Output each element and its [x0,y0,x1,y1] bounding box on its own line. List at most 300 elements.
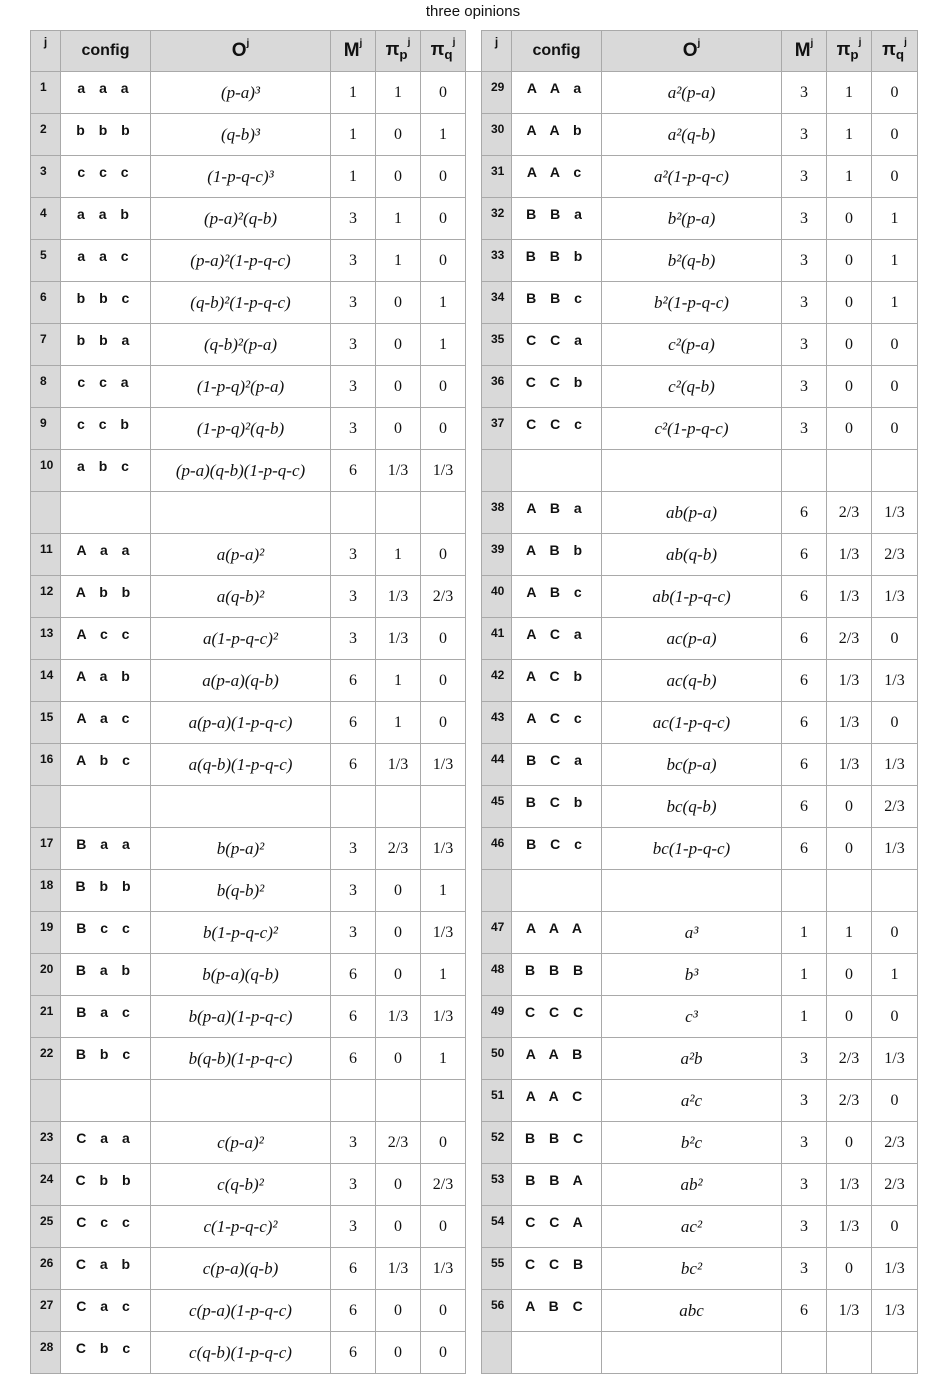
cell-config-left: B b b [61,870,151,912]
cell-j-right: 34 [482,282,512,324]
column-separator [466,324,482,366]
configurations-table [30,30,918,1374]
cell-config-left: b b b [61,114,151,156]
cell-pi-p-left: 0 [376,156,421,198]
cell-config-right: A A A [512,912,602,954]
table-row [31,114,918,156]
column-separator [466,198,482,240]
header-o-left: $O^j$ [151,31,331,72]
cell-pi-p-right: 0 [827,786,872,828]
cell-pi-q-right: 1/3 [872,660,918,702]
cell-pi-p-right: 1/3 [827,1206,872,1248]
cell-j-right: 33 [482,240,512,282]
cell-multiplicity-right: 6 [782,618,827,660]
cell-expression-left: (1-p-q)²(q-b) [151,408,331,450]
table-row [31,72,918,114]
cell-pi-q-right: 1/3 [872,1290,918,1332]
cell-expression-right [602,450,782,492]
cell-multiplicity-left: 6 [331,1290,376,1332]
cell-pi-p-right: 0 [827,1248,872,1290]
cell-j-right: 40 [482,576,512,618]
column-separator [466,1290,482,1332]
cell-j-left: 1 [31,72,61,114]
cell-j-left [31,492,61,534]
cell-j-right: 37 [482,408,512,450]
table-row [31,912,918,954]
cell-j-left: 22 [31,1038,61,1080]
cell-config-left: A a a [61,534,151,576]
cell-pi-p-left [376,786,421,828]
cell-pi-p-right: 1/3 [827,1290,872,1332]
cell-multiplicity-left: 3 [331,1122,376,1164]
cell-j-left: 2 [31,114,61,156]
table-row [31,366,918,408]
cell-multiplicity-right: 6 [782,534,827,576]
cell-config-left: C a c [61,1290,151,1332]
cell-pi-p-right: 1 [827,912,872,954]
table-row [31,786,918,828]
column-separator [466,1038,482,1080]
column-separator [466,1332,482,1374]
table-row [31,1248,918,1290]
cell-pi-q-left: 1 [421,114,466,156]
cell-j-right: 41 [482,618,512,660]
cell-multiplicity-left: 3 [331,324,376,366]
cell-multiplicity-right: 3 [782,324,827,366]
column-separator [466,366,482,408]
table-row [31,450,918,492]
cell-pi-p-left: 1 [376,534,421,576]
cell-config-right: A A C [512,1080,602,1122]
column-separator [466,954,482,996]
cell-multiplicity-left: 1 [331,114,376,156]
cell-pi-p-left: 0 [376,870,421,912]
cell-config-left: C b b [61,1164,151,1206]
cell-expression-left: (p-a)²(1-p-q-c) [151,240,331,282]
column-separator [466,576,482,618]
cell-pi-q-right: 0 [872,156,918,198]
cell-pi-q-right: 1 [872,282,918,324]
cell-pi-p-left: 0 [376,912,421,954]
cell-multiplicity-right [782,450,827,492]
cell-j-left: 9 [31,408,61,450]
cell-expression-left: a(q-b)(1-p-q-c) [151,744,331,786]
cell-config-right: A B C [512,1290,602,1332]
cell-multiplicity-left: 3 [331,912,376,954]
table-row [31,1332,918,1374]
cell-pi-q-left: 0 [421,534,466,576]
cell-config-right: B C a [512,744,602,786]
cell-pi-p-left: 2/3 [376,1122,421,1164]
table-row [31,954,918,996]
cell-pi-q-right [872,450,918,492]
cell-pi-q-right: 1 [872,198,918,240]
cell-config-right: C C A [512,1206,602,1248]
header-pip-left: $\pi_p^j$ [376,31,421,72]
column-separator [466,240,482,282]
cell-multiplicity-right: 3 [782,1080,827,1122]
cell-j-left: 7 [31,324,61,366]
cell-pi-p-left: 1 [376,660,421,702]
cell-multiplicity-left: 6 [331,1248,376,1290]
column-separator [466,660,482,702]
column-separator [466,450,482,492]
cell-multiplicity-right: 1 [782,954,827,996]
table-row [31,1122,918,1164]
cell-config-right: A C c [512,702,602,744]
table-row [31,324,918,366]
cell-expression-left: c(p-a)(1-p-q-c) [151,1290,331,1332]
cell-expression-right: a³ [602,912,782,954]
cell-pi-q-right: 0 [872,702,918,744]
cell-expression-left: (p-a)²(q-b) [151,198,331,240]
cell-pi-q-right: 0 [872,1206,918,1248]
cell-multiplicity-left: 6 [331,954,376,996]
cell-j-left: 20 [31,954,61,996]
cell-config-right: A A B [512,1038,602,1080]
cell-expression-left: c(q-b)² [151,1164,331,1206]
cell-expression-left: (q-b)²(1-p-q-c) [151,282,331,324]
header-piq-left: $\pi_q^j$ [421,31,466,72]
cell-pi-p-left: 1 [376,240,421,282]
cell-j-left: 3 [31,156,61,198]
cell-multiplicity-right: 3 [782,1122,827,1164]
cell-config-right: B B C [512,1122,602,1164]
table-row [31,282,918,324]
cell-pi-p-right [827,870,872,912]
cell-config-right: B C b [512,786,602,828]
cell-multiplicity-left: 1 [331,156,376,198]
cell-j-right: 32 [482,198,512,240]
cell-pi-p-right [827,450,872,492]
cell-expression-left: (q-b)²(p-a) [151,324,331,366]
cell-expression-left: c(p-a)(q-b) [151,1248,331,1290]
column-separator [466,492,482,534]
column-separator [466,282,482,324]
cell-pi-p-left: 0 [376,1038,421,1080]
cell-config-left: A b b [61,576,151,618]
cell-config-left [61,786,151,828]
cell-pi-p-left: 1 [376,198,421,240]
cell-pi-p-right: 0 [827,198,872,240]
cell-expression-left: c(p-a)² [151,1122,331,1164]
cell-j-right: 45 [482,786,512,828]
cell-config-left: C b c [61,1332,151,1374]
cell-multiplicity-right: 3 [782,114,827,156]
cell-expression-right [602,870,782,912]
column-separator [466,828,482,870]
cell-j-left: 11 [31,534,61,576]
cell-expression-left [151,786,331,828]
cell-expression-left: (1-p-q-c)³ [151,156,331,198]
cell-expression-right: b²c [602,1122,782,1164]
column-separator [466,31,482,72]
column-separator [466,534,482,576]
column-separator [466,1206,482,1248]
cell-config-right: C C C [512,996,602,1038]
table-row [31,156,918,198]
cell-j-right: 29 [482,72,512,114]
cell-expression-right: b²(1-p-q-c) [602,282,782,324]
cell-pi-p-right: 2/3 [827,1038,872,1080]
cell-expression-right: ac² [602,1206,782,1248]
cell-pi-q-left: 1/3 [421,828,466,870]
cell-j-right: 47 [482,912,512,954]
cell-pi-q-left: 0 [421,240,466,282]
cell-expression-left: b(p-a)(1-p-q-c) [151,996,331,1038]
cell-expression-right: bc(1-p-q-c) [602,828,782,870]
cell-expression-right: b²(p-a) [602,198,782,240]
header-m-left: $M^j$ [331,31,376,72]
cell-config-right: A A a [512,72,602,114]
cell-pi-p-right: 1/3 [827,576,872,618]
cell-pi-q-right: 2/3 [872,1122,918,1164]
cell-j-left: 28 [31,1332,61,1374]
table-row [31,198,918,240]
cell-pi-p-left: 1/3 [376,618,421,660]
cell-config-left: C a b [61,1248,151,1290]
column-separator [466,786,482,828]
table-row [31,534,918,576]
table-row [31,408,918,450]
cell-expression-right: c²(1-p-q-c) [602,408,782,450]
cell-pi-q-left: 0 [421,198,466,240]
cell-expression-left: b(1-p-q-c)² [151,912,331,954]
cell-config-left [61,492,151,534]
cell-pi-q-right: 1/3 [872,1038,918,1080]
cell-multiplicity-right: 6 [782,702,827,744]
column-separator [466,870,482,912]
cell-expression-right: ac(q-b) [602,660,782,702]
cell-j-left: 12 [31,576,61,618]
cell-config-right: A C b [512,660,602,702]
cell-config-right: B B b [512,240,602,282]
cell-pi-q-right: 0 [872,912,918,954]
cell-pi-p-right: 2/3 [827,492,872,534]
cell-expression-left: (p-a)(q-b)(1-p-q-c) [151,450,331,492]
column-separator [466,1122,482,1164]
cell-pi-q-left: 0 [421,618,466,660]
cell-pi-q-right: 0 [872,1080,918,1122]
cell-j-right: 54 [482,1206,512,1248]
cell-pi-q-right: 1 [872,240,918,282]
cell-pi-p-right: 0 [827,408,872,450]
cell-multiplicity-left: 3 [331,408,376,450]
cell-pi-p-left: 0 [376,114,421,156]
cell-pi-p-right [827,1332,872,1374]
cell-pi-p-left: 0 [376,1290,421,1332]
cell-pi-q-left: 0 [421,72,466,114]
cell-config-left: a a c [61,240,151,282]
cell-multiplicity-left: 6 [331,702,376,744]
cell-multiplicity-left [331,492,376,534]
header-o-right: $O^j$ [602,31,782,72]
cell-config-left: A b c [61,744,151,786]
cell-j-left: 4 [31,198,61,240]
cell-pi-p-left: 0 [376,366,421,408]
cell-pi-p-left: 0 [376,1206,421,1248]
column-separator [466,408,482,450]
cell-multiplicity-left: 3 [331,366,376,408]
cell-pi-q-right: 0 [872,324,918,366]
cell-pi-p-left: 0 [376,324,421,366]
cell-expression-right: bc(p-a) [602,744,782,786]
cell-config-right [512,870,602,912]
cell-multiplicity-right: 6 [782,786,827,828]
cell-pi-q-right: 1/3 [872,492,918,534]
cell-multiplicity-left: 6 [331,1038,376,1080]
cell-pi-q-right: 2/3 [872,534,918,576]
cell-pi-q-left: 1 [421,282,466,324]
cell-multiplicity-right: 6 [782,1290,827,1332]
cell-j-right: 56 [482,1290,512,1332]
table-row [31,1080,918,1122]
cell-expression-right: a²(p-a) [602,72,782,114]
cell-expression-left: (p-a)³ [151,72,331,114]
cell-expression-right: bc² [602,1248,782,1290]
table-row [31,240,918,282]
cell-j-left: 21 [31,996,61,1038]
cell-config-right: C C c [512,408,602,450]
cell-expression-right: ab(p-a) [602,492,782,534]
cell-j-left: 26 [31,1248,61,1290]
cell-pi-p-right: 0 [827,240,872,282]
column-separator [466,744,482,786]
cell-pi-q-left: 0 [421,366,466,408]
table-row [31,828,918,870]
cell-config-left: b b c [61,282,151,324]
cell-config-right: A A b [512,114,602,156]
cell-pi-p-right: 1/3 [827,660,872,702]
cell-j-right: 38 [482,492,512,534]
cell-pi-q-right [872,870,918,912]
cell-expression-left: a(1-p-q-c)² [151,618,331,660]
cell-j-left: 10 [31,450,61,492]
cell-multiplicity-left: 6 [331,744,376,786]
cell-multiplicity-left: 3 [331,240,376,282]
cell-multiplicity-right: 6 [782,492,827,534]
cell-pi-p-right: 1 [827,72,872,114]
cell-expression-left: (1-p-q)²(p-a) [151,366,331,408]
cell-pi-q-left: 0 [421,1290,466,1332]
column-separator [466,114,482,156]
cell-pi-p-left: 0 [376,1164,421,1206]
cell-pi-q-right: 2/3 [872,786,918,828]
cell-multiplicity-right: 6 [782,576,827,618]
cell-expression-right: ab² [602,1164,782,1206]
cell-multiplicity-right: 3 [782,408,827,450]
cell-pi-q-left: 2/3 [421,576,466,618]
cell-pi-p-left [376,492,421,534]
cell-pi-p-right: 1/3 [827,534,872,576]
cell-multiplicity-right: 3 [782,1206,827,1248]
cell-pi-q-right: 0 [872,996,918,1038]
cell-j-right: 44 [482,744,512,786]
cell-multiplicity-left: 3 [331,198,376,240]
cell-multiplicity-left: 3 [331,1206,376,1248]
cell-pi-q-right: 0 [872,114,918,156]
cell-pi-q-left: 0 [421,660,466,702]
table-row [31,996,918,1038]
cell-expression-right [602,1332,782,1374]
cell-j-left: 17 [31,828,61,870]
table-row [31,1038,918,1080]
table-row [31,618,918,660]
cell-config-left: B c c [61,912,151,954]
cell-j-right: 42 [482,660,512,702]
cell-expression-left: a(p-a)(q-b) [151,660,331,702]
cell-pi-p-right: 2/3 [827,1080,872,1122]
cell-expression-right: ac(p-a) [602,618,782,660]
cell-expression-right: b³ [602,954,782,996]
cell-j-right [482,450,512,492]
cell-multiplicity-right: 1 [782,996,827,1038]
cell-pi-p-right: 0 [827,996,872,1038]
cell-j-left: 25 [31,1206,61,1248]
cell-config-right [512,450,602,492]
cell-pi-p-right: 1/3 [827,702,872,744]
cell-pi-p-left: 1/3 [376,744,421,786]
cell-multiplicity-right: 3 [782,1038,827,1080]
table-body [31,72,918,1374]
header-pip-right: $\pi_p^j$ [827,31,872,72]
cell-expression-left: a(p-a)² [151,534,331,576]
cell-config-left: A a b [61,660,151,702]
cell-config-right: A A c [512,156,602,198]
cell-multiplicity-left: 1 [331,72,376,114]
cell-multiplicity-left: 3 [331,1164,376,1206]
cell-pi-q-right: 2/3 [872,1164,918,1206]
cell-j-right: 50 [482,1038,512,1080]
cell-config-left: c c c [61,156,151,198]
cell-pi-q-left: 1/3 [421,912,466,954]
cell-config-left: a a a [61,72,151,114]
cell-j-left: 19 [31,912,61,954]
cell-pi-p-left: 1/3 [376,450,421,492]
cell-pi-p-left: 0 [376,954,421,996]
cell-pi-q-left: 1/3 [421,744,466,786]
cell-expression-right: a²b [602,1038,782,1080]
cell-j-left: 15 [31,702,61,744]
cell-j-left: 14 [31,660,61,702]
cell-pi-q-left: 0 [421,156,466,198]
cell-j-right: 39 [482,534,512,576]
cell-config-left: C a a [61,1122,151,1164]
cell-pi-q-left: 1 [421,1038,466,1080]
column-separator [466,618,482,660]
cell-config-left: A c c [61,618,151,660]
page-title: three opinions [425,3,521,20]
column-separator [466,72,482,114]
cell-j-left: 24 [31,1164,61,1206]
cell-pi-q-right: 0 [872,72,918,114]
cell-j-right: 43 [482,702,512,744]
table-row [31,492,918,534]
cell-j-left: 16 [31,744,61,786]
cell-expression-right: a²(q-b) [602,114,782,156]
cell-multiplicity-left: 6 [331,660,376,702]
cell-config-left: b b a [61,324,151,366]
column-separator [466,1080,482,1122]
cell-pi-p-left: 1/3 [376,576,421,618]
cell-j-left: 6 [31,282,61,324]
cell-j-left: 27 [31,1290,61,1332]
table-row [31,1206,918,1248]
cell-j-left [31,786,61,828]
cell-config-right: A C a [512,618,602,660]
cell-config-right: B B c [512,282,602,324]
header-config-left: config [61,31,151,72]
